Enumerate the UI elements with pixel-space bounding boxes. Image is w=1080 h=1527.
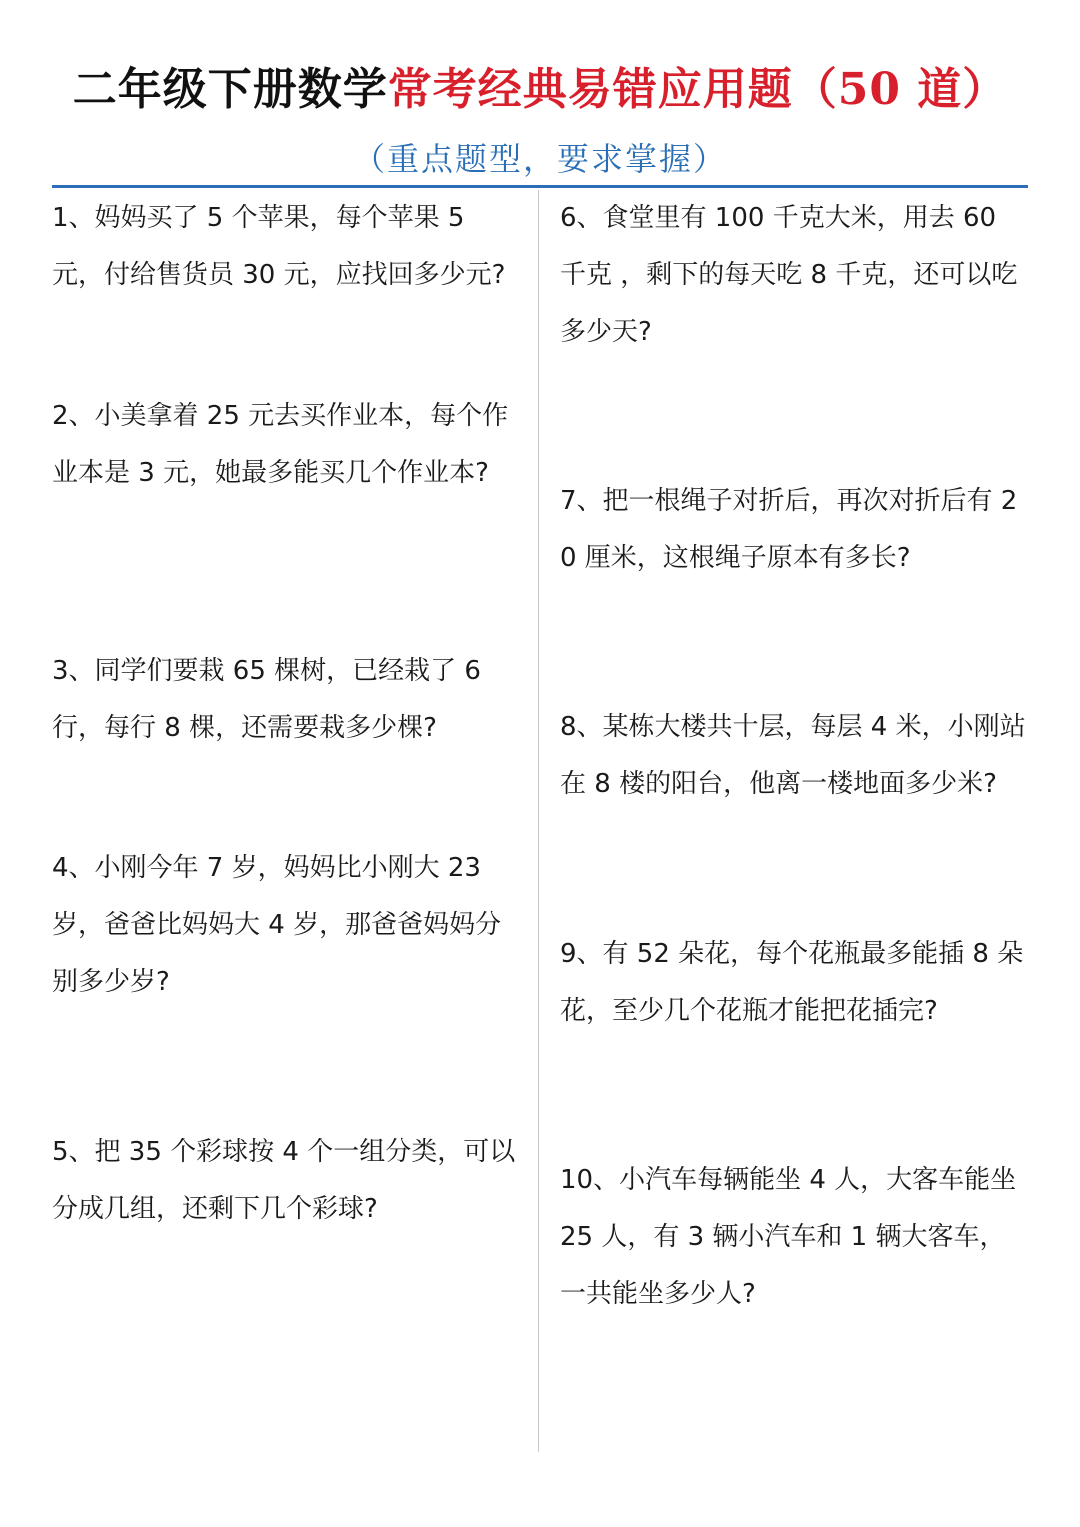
question-8: 8、某栋大楼共十层，每层 4 米，小刚站在 8 楼的阳台，他离一楼地面多少米? [560, 712, 1026, 799]
title-red-part: 常考经典易错应用题（50 道） [387, 64, 1008, 115]
question-1: 1、妈妈买了 5 个苹果，每个苹果 5 元，付给售货员 30 元，应找回多少元? [52, 203, 506, 290]
page-subtitle: （重点题型，要求掌握） [352, 140, 727, 178]
question-2: 2、小美拿着 25 元去买作业本，每个作业本是 3 元，她最多能买几个作业本? [52, 401, 509, 488]
page-title [0, 58, 1080, 122]
question-4: 4、小刚今年 7 岁，妈妈比小刚大 23 岁，爸爸比妈妈大 4 岁，那爸爸妈妈分别多少岁? [52, 853, 502, 997]
question-6: 6、食堂里有 100 千克大米，用去 60 千克 ，剩下的每天吃 8 千克，还可以吃多少天? [560, 203, 1018, 347]
question-10: 10、小汽车每辆能坐 4 人，大客车能坐 25 人，有 3 辆小汽车和 1 辆大客车，一共能坐多少人? [560, 1165, 1017, 1309]
question-7: 7、把一根绳子对折后，再次对折后有 20 厘米，这根绳子原本有多长? [560, 486, 1018, 573]
question-5: 5、把 35 个彩球按 4 个一组分类，可以分成几组，还剩下几个彩球? [52, 1137, 516, 1224]
question-9: 9、有 52 朵花，每个花瓶最多能插 8 朵花，至少几个花瓶才能把花插完? [560, 939, 1024, 1026]
header-rule [52, 185, 1028, 188]
question-3: 3、同学们要栽 65 棵树，已经栽了 6 行，每行 8 棵，还需要栽多少棵? [52, 656, 481, 743]
title-black-part: 二年级下册数学 [72, 64, 388, 115]
column-divider [538, 190, 539, 1452]
